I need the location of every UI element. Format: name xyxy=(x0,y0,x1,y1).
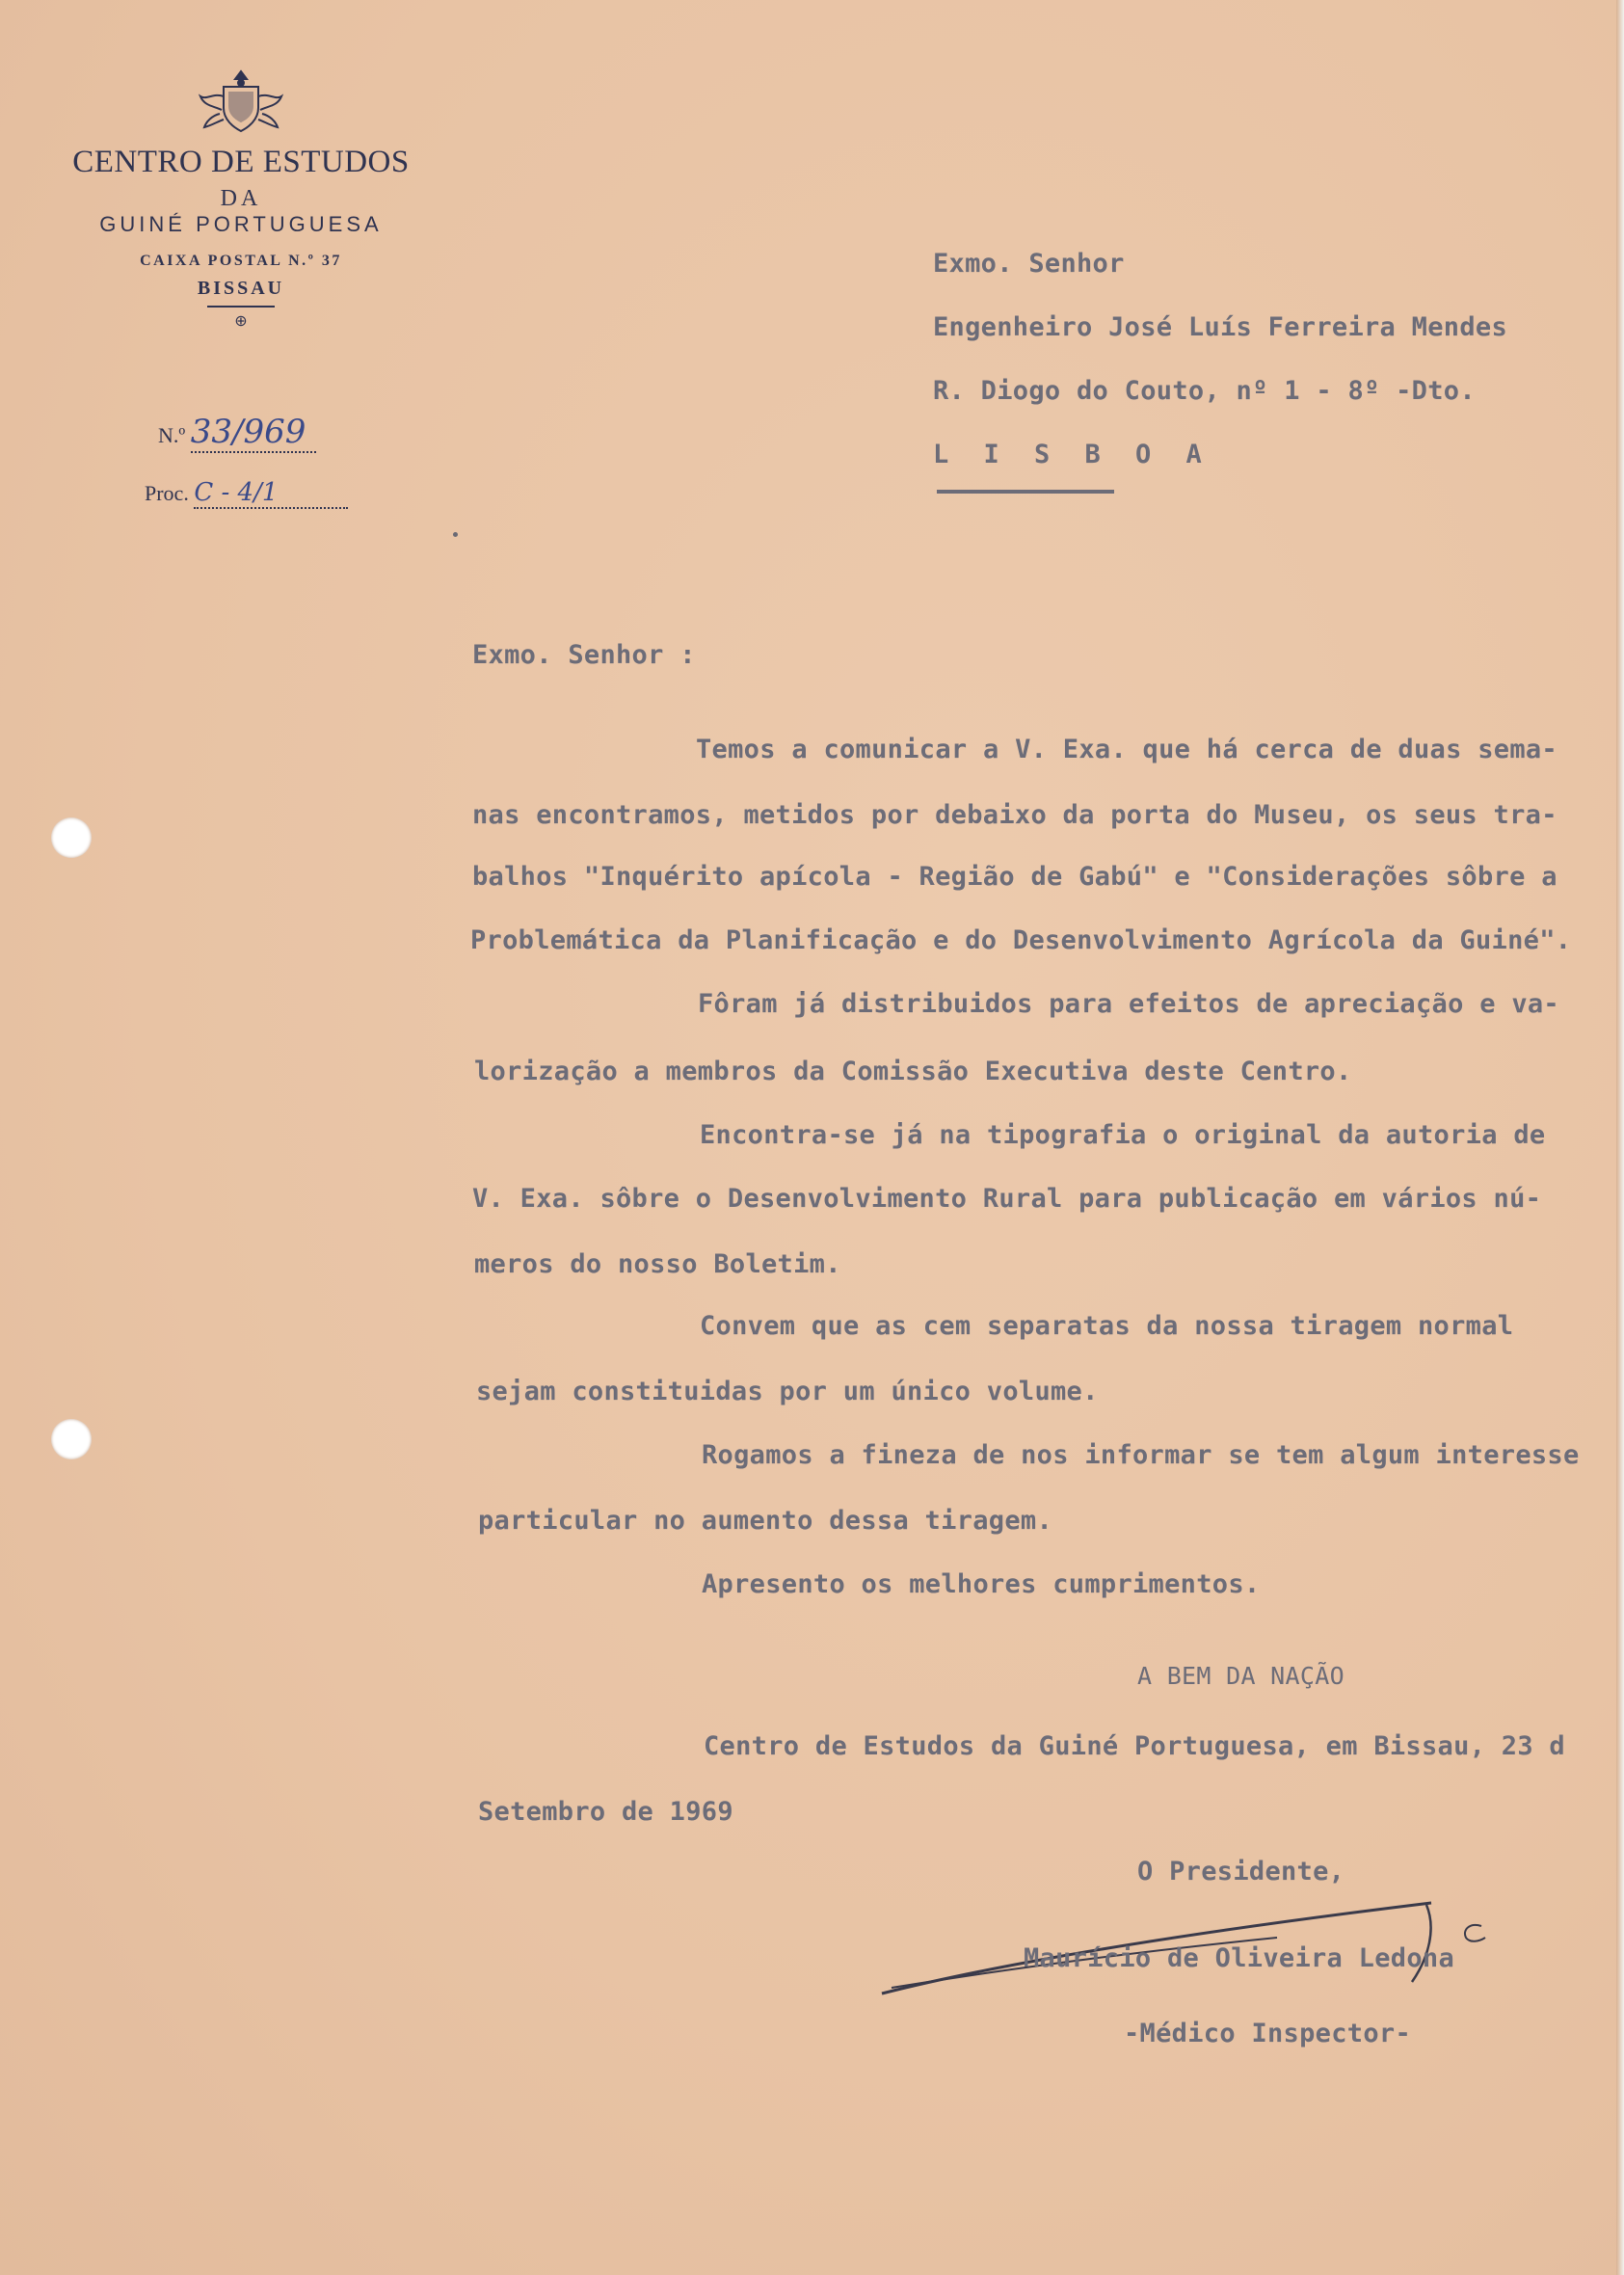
punch-hole-top xyxy=(51,817,92,858)
reference-number-label: N.º xyxy=(158,423,186,447)
signatory-name: Maurício de Oliveira Ledona xyxy=(1024,1943,1454,1973)
recipient-name: Engenheiro José Luís Ferreira Mendes xyxy=(933,312,1507,342)
process-number-label: Proc. xyxy=(145,481,189,505)
motto: A BEM DA NAÇÃO xyxy=(1137,1662,1344,1690)
recipient-street: R. Diogo do Couto, nº 1 - 8º -Dto. xyxy=(933,376,1476,406)
place-date-line-1: Centro de Estudos da Guiné Portuguesa, em Bissau, 23 d xyxy=(704,1731,1565,1761)
page-edge xyxy=(1616,0,1624,2275)
reference-number-value: 33/969 xyxy=(191,413,316,453)
recipient-salutation: Exmo. Senhor xyxy=(933,249,1125,279)
process-number xyxy=(145,478,348,509)
paper-speck xyxy=(453,532,458,537)
org-title: CENTRO DE ESTUDOS xyxy=(72,145,410,179)
process-number-value: C - 4/1 xyxy=(194,478,348,509)
org-title-da: DA xyxy=(220,186,262,211)
org-city: BISSAU xyxy=(197,278,285,299)
body-line: Convem que as cem separatas da nossa tiragem normal xyxy=(700,1311,1514,1341)
body-line: Fôram já distribuidos para efeitos de apreciação e va- xyxy=(698,989,1559,1019)
city-underline xyxy=(937,490,1114,494)
punch-hole-bottom xyxy=(51,1419,92,1459)
body-line: lorização a membros da Comissão Executiva deste Centro. xyxy=(474,1057,1352,1086)
body-line: Rogamos a fineza de nos informar se tem algum interesse xyxy=(702,1440,1580,1470)
body-line: Temos a comunicar a V. Exa. que há cerca de duas sema- xyxy=(696,735,1557,764)
body-line: nas encontramos, metidos por debaixo da porta do Museu, os seus tra- xyxy=(472,800,1557,830)
signatory-role: O Presidente, xyxy=(1137,1857,1345,1887)
coat-of-arms-icon xyxy=(195,67,287,137)
org-po-box: CAIXA POSTAL N.º 37 xyxy=(140,253,342,269)
signatory-title: -Médico Inspector- xyxy=(1124,2019,1411,2048)
org-title-guine: GUINÉ PORTUGUESA xyxy=(99,212,383,236)
recipient-city: L I S B O A xyxy=(933,440,1211,469)
anchor-icon: ⊕ xyxy=(234,313,248,330)
body-line: Encontra-se já na tipografia o original da autoria de xyxy=(700,1120,1546,1150)
body-line: Problemática da Planificação e do Desenvolvimento Agrícola da Guiné". xyxy=(470,925,1572,955)
body-line: sejam constituidas por um único volume. xyxy=(476,1377,1099,1406)
reference-number xyxy=(158,413,316,453)
body-line: meros do nosso Boletim. xyxy=(474,1249,841,1279)
place-date-line-2: Setembro de 1969 xyxy=(478,1797,733,1827)
body-line: particular no aumento dessa tiragem. xyxy=(478,1506,1052,1536)
body-line: balhos "Inquérito apícola - Região de Gabú" e "Considerações sôbre a xyxy=(472,862,1557,892)
letterhead-rule xyxy=(207,306,275,308)
body-line: Apresento os melhores cumprimentos. xyxy=(702,1569,1261,1599)
salutation: Exmo. Senhor : xyxy=(472,640,696,670)
letterhead xyxy=(58,67,424,331)
body-line: V. Exa. sôbre o Desenvolvimento Rural para publicação em vários nú- xyxy=(472,1184,1542,1214)
